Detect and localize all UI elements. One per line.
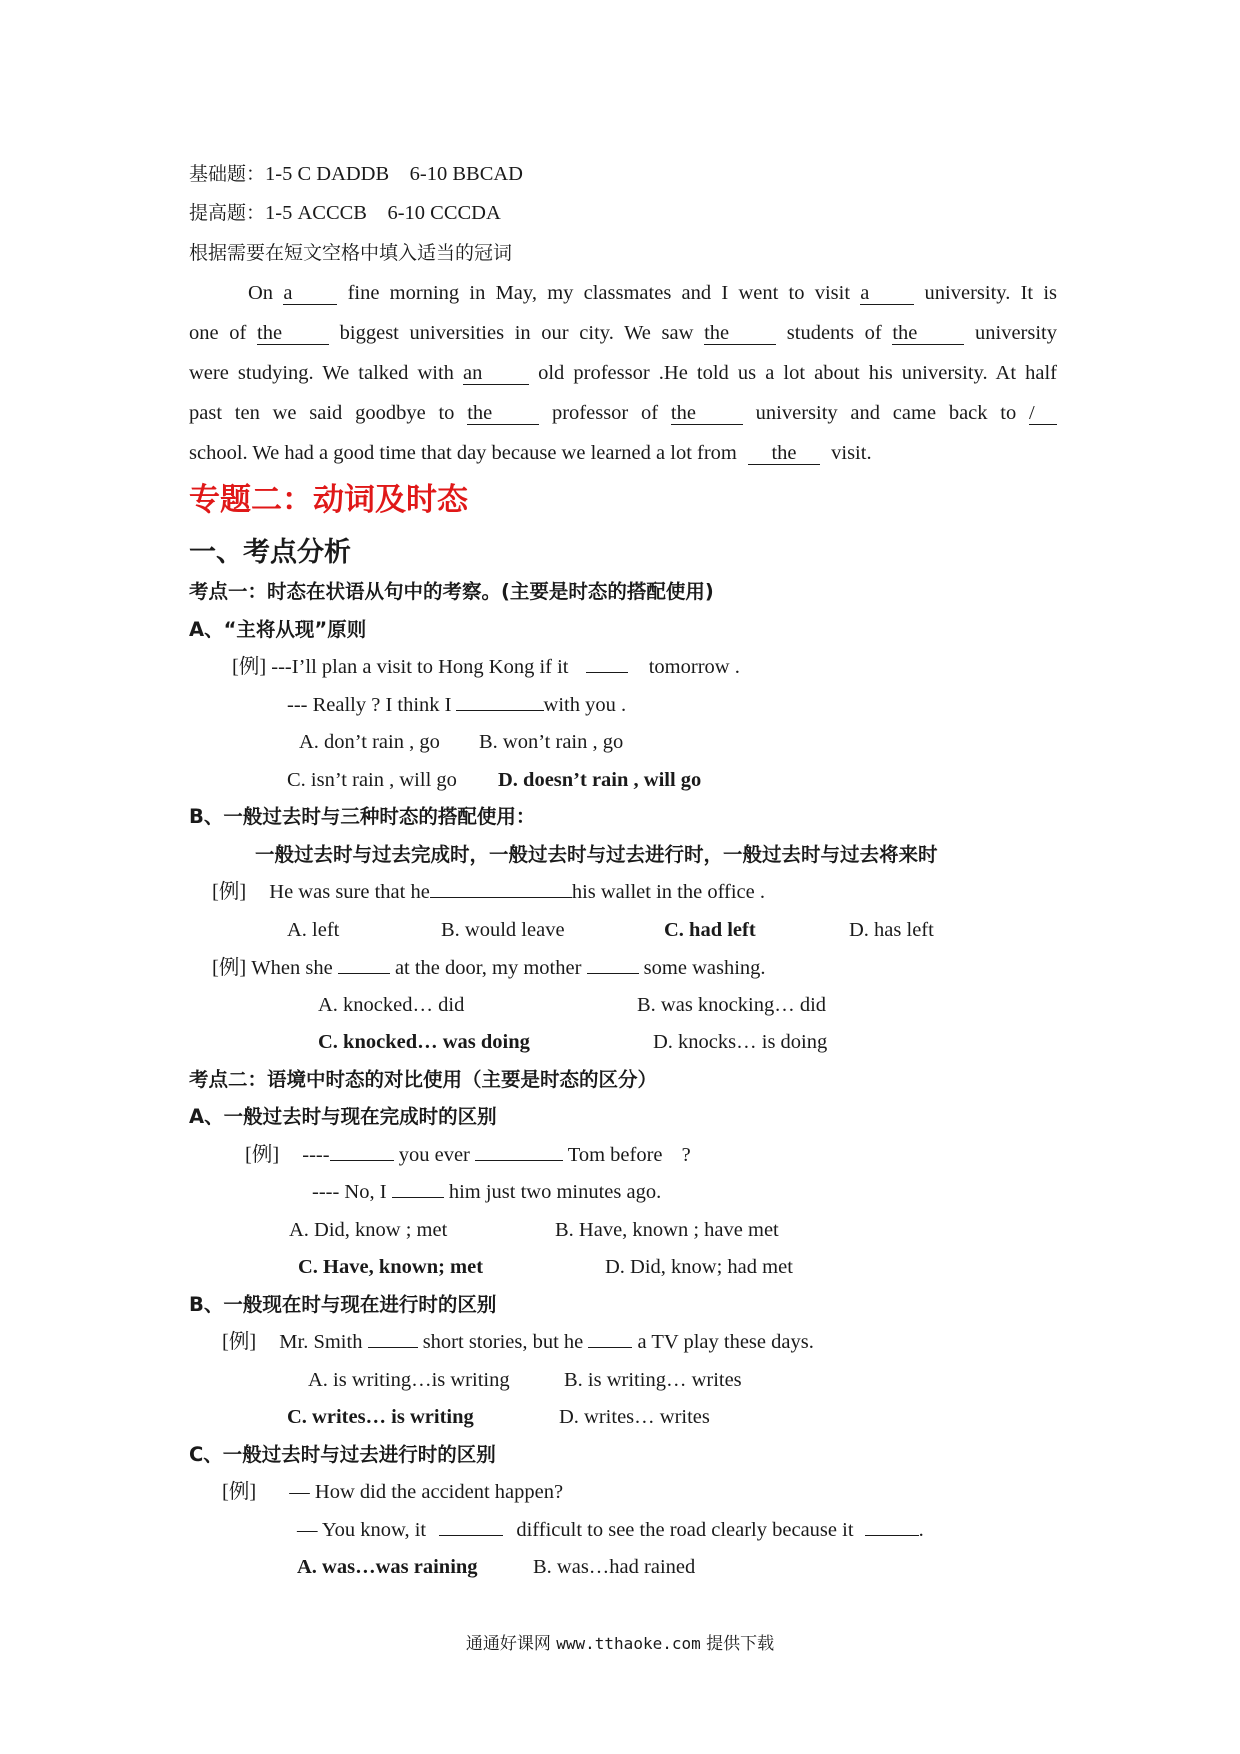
passage-line-2 bbox=[189, 318, 1057, 348]
passage-text: past ten we said goodbye to bbox=[189, 402, 455, 424]
instruction-text: 根据需要在短文空格中填入适当的冠词 bbox=[189, 242, 513, 264]
answers-basic bbox=[189, 159, 523, 189]
ex3-text: some washing. bbox=[643, 957, 766, 979]
passage-text: biggest universities in our city. We saw bbox=[339, 322, 694, 344]
ex5-option-c: C. writes… is writing bbox=[287, 1406, 474, 1428]
ex5-option-d: D. writes… writes bbox=[559, 1406, 710, 1428]
ex1-text: tomorrow . bbox=[648, 656, 740, 678]
ex4-text: you ever bbox=[398, 1144, 470, 1166]
page-footer bbox=[0, 1631, 1240, 1657]
ex1-text: --- Really ? I think I bbox=[287, 694, 452, 716]
point2-title: 考点二：语境中时态的对比使用（主要是时态的区分） bbox=[189, 1068, 658, 1091]
passage-blank: the bbox=[467, 402, 539, 425]
passage-text: university bbox=[975, 322, 1058, 344]
ex5-blank bbox=[588, 1347, 632, 1348]
passage-text: professor of bbox=[551, 402, 659, 424]
ex6-option-a: A. was…was raining bbox=[297, 1556, 478, 1578]
ex5-text: Mr. Smith bbox=[279, 1331, 363, 1353]
footer-suffix: 提供下载 bbox=[706, 1634, 775, 1654]
ex1-option-d: D. doesn’t rain , will go bbox=[498, 769, 702, 791]
point1-b-title: B、一般过去时与三种时态的搭配使用： bbox=[189, 805, 536, 828]
point1-a-title: A、“主将从现”原则 bbox=[189, 618, 367, 641]
passage-text: one of bbox=[189, 322, 247, 344]
passage-text: students of bbox=[786, 322, 882, 344]
ex4-option-c: C. Have, known; met bbox=[298, 1256, 484, 1278]
passage-blank: an bbox=[463, 362, 529, 385]
ex2-option-a: A. left bbox=[287, 919, 340, 941]
ex6-text: — You know, it bbox=[297, 1519, 427, 1541]
passage-line-4 bbox=[189, 398, 1057, 428]
ex1-option-b: B. won’t rain , go bbox=[479, 731, 624, 753]
ex3-text: at the door, my mother bbox=[394, 957, 582, 979]
ex1-option-a: A. don’t rain , go bbox=[299, 731, 440, 753]
ex4-option-b: B. Have, known ; have met bbox=[555, 1219, 779, 1241]
ex2-text: He was sure that he bbox=[269, 881, 430, 903]
passage-blank: the bbox=[671, 402, 743, 425]
example-tag: [例] bbox=[245, 1144, 280, 1166]
ex5-question bbox=[222, 1327, 814, 1357]
passage-text: school. We had a good time that day because we learned a lot from bbox=[189, 442, 737, 464]
ex1-question-1 bbox=[232, 652, 740, 682]
passage-text: university. It is bbox=[924, 282, 1058, 304]
ex6-text: . bbox=[918, 1519, 924, 1541]
ex5-option-b: B. is writing… writes bbox=[564, 1369, 742, 1391]
ex3-question bbox=[212, 953, 766, 983]
ex3-option-a: A. knocked… did bbox=[318, 994, 465, 1016]
ex4-blank bbox=[392, 1197, 444, 1198]
ex2-text: his wallet in the office . bbox=[571, 881, 765, 903]
ex4-text: ? bbox=[681, 1144, 691, 1166]
ex2-option-c: C. had left bbox=[664, 919, 756, 941]
ex4-option-d: D. Did, know; had met bbox=[605, 1256, 793, 1278]
ex5-option-a: A. is writing…is writing bbox=[308, 1369, 510, 1391]
answers-advanced-label: 提高题： bbox=[189, 202, 266, 224]
ex5-blank bbox=[368, 1347, 418, 1348]
ex6-question-2 bbox=[297, 1515, 924, 1545]
point2-a-title: A、一般过去时与现在完成时的区别 bbox=[189, 1105, 497, 1128]
passage-line-3 bbox=[189, 358, 1057, 388]
passage-blank: the bbox=[704, 322, 776, 345]
ex6-text: difficult to see the road clearly because it bbox=[516, 1519, 854, 1541]
passage-blank: a bbox=[283, 282, 337, 305]
ex1-text: [例] ---I’ll plan a visit to Hong Kong if it bbox=[232, 656, 569, 678]
ex3-blank bbox=[587, 973, 639, 974]
ex6-blank bbox=[865, 1535, 919, 1536]
ex1-blank bbox=[586, 672, 628, 673]
ex6-option-b: B. was…had rained bbox=[533, 1556, 696, 1578]
passage-blank: the bbox=[748, 442, 820, 465]
ex2-option-d: D. has left bbox=[849, 919, 934, 941]
example-tag: [例] bbox=[222, 1481, 257, 1503]
ex2-question bbox=[212, 877, 765, 907]
ex4-text: Tom before bbox=[567, 1144, 663, 1166]
ex2-blank bbox=[430, 897, 572, 898]
ex1-question-2 bbox=[287, 690, 626, 720]
passage-text: On bbox=[248, 282, 274, 304]
ex4-option-a: A. Did, know ; met bbox=[289, 1219, 448, 1241]
footer-site-name: 通通好课网 bbox=[465, 1634, 551, 1654]
answers-advanced-value: 1-5 ACCCB 6-10 CCCDA bbox=[265, 202, 501, 224]
answers-basic-label: 基础题： bbox=[189, 163, 266, 185]
passage-text: fine morning in May, my classmates and I went to visit bbox=[347, 282, 851, 304]
passage-text: university and came back to bbox=[755, 402, 1017, 424]
passage-blank: the bbox=[892, 322, 964, 345]
topic-title: 专题二：动词及时态 bbox=[189, 482, 468, 518]
passage-text: old professor .He told us a lot about his university. At half bbox=[538, 362, 1057, 384]
answers-basic-value: 1-5 C DADDB 6-10 BBCAD bbox=[265, 163, 523, 185]
passage-blank: a bbox=[860, 282, 914, 305]
ex6-blank bbox=[439, 1535, 503, 1536]
passage-blank: / bbox=[1029, 402, 1057, 425]
ex1-option-c: C. isn’t rain , will go bbox=[287, 769, 457, 791]
ex3-option-d: D. knocks… is doing bbox=[653, 1031, 828, 1053]
ex3-option-b: B. was knocking… did bbox=[637, 994, 827, 1016]
point2-b-title: B、一般现在时与现在进行时的区别 bbox=[189, 1293, 497, 1316]
ex1-text: with you . bbox=[543, 694, 627, 716]
example-tag: [例] bbox=[222, 1331, 257, 1353]
ex3-blank bbox=[338, 973, 390, 974]
ex2-option-b: B. would leave bbox=[441, 919, 565, 941]
ex6-question-1 bbox=[222, 1477, 563, 1507]
ex4-blank bbox=[330, 1160, 394, 1161]
point1-title: 考点一：时态在状语从句中的考察。(主要是时态的搭配使用) bbox=[189, 580, 714, 603]
ex4-text: him just two minutes ago. bbox=[448, 1181, 662, 1203]
point2-c-title: C、一般过去时与过去进行时的区别 bbox=[189, 1443, 496, 1466]
ex4-text: ---- bbox=[302, 1144, 330, 1166]
section-title: 一、考点分析 bbox=[189, 537, 351, 568]
passage-text: were studying. We talked with bbox=[189, 362, 454, 384]
passage-blank: the bbox=[257, 322, 329, 345]
ex4-text: ---- No, I bbox=[312, 1181, 387, 1203]
footer-url: www.tthaoke.com bbox=[556, 1634, 701, 1653]
answers-advanced bbox=[189, 198, 501, 228]
ex4-question-1 bbox=[245, 1140, 691, 1170]
ex6-text: — How did the accident happen? bbox=[289, 1481, 564, 1503]
ex1-blank bbox=[456, 710, 544, 711]
ex4-blank bbox=[475, 1160, 563, 1161]
ex5-text: a TV play these days. bbox=[637, 1331, 814, 1353]
ex3-option-c: C. knocked… was doing bbox=[318, 1031, 530, 1053]
passage-line-1 bbox=[248, 278, 1057, 308]
point1-b-subtitle: 一般过去时与过去完成时，一般过去时与过去进行时，一般过去时与过去将来时 bbox=[255, 843, 938, 866]
ex3-text: [例] When she bbox=[212, 957, 333, 979]
ex5-text: short stories, but he bbox=[422, 1331, 584, 1353]
passage-text: visit. bbox=[831, 442, 872, 464]
example-tag: [例] bbox=[212, 881, 247, 903]
ex4-question-2 bbox=[312, 1177, 661, 1207]
passage-line-5 bbox=[189, 438, 872, 468]
